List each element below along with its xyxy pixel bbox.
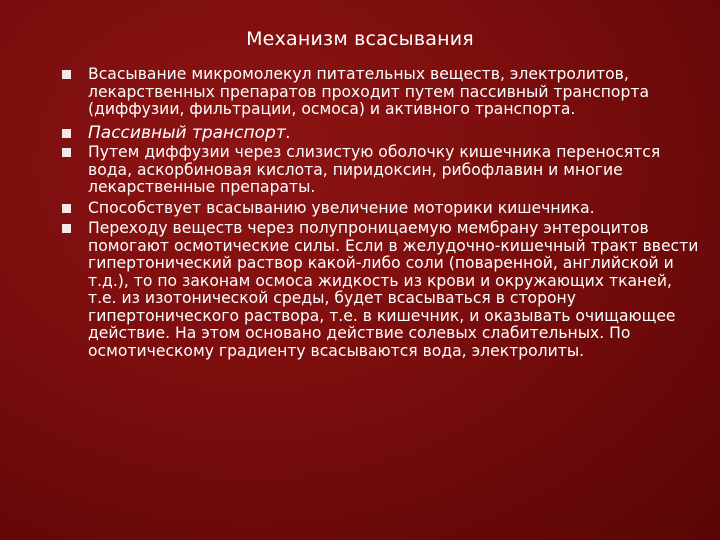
square-bullet-icon — [62, 70, 71, 79]
square-bullet-icon — [62, 148, 71, 157]
bullet-item — [60, 200, 700, 218]
bullet-list — [60, 66, 700, 360]
bullet-text: Способствует всасыванию увеличение моторики кишечника. — [88, 198, 595, 217]
bullet-text: Путем диффузии через слизистую оболочку кишечника переносятся вода, аскорбиновая кислота, пиридоксин, рибофлавин и многие лекарственные препараты. — [88, 143, 661, 196]
bullet-item — [60, 220, 700, 360]
bullet-item — [60, 122, 700, 143]
square-bullet-icon — [62, 224, 71, 233]
square-bullet-icon — [62, 129, 71, 138]
bullet-text: Переходу веществ через полупроницаемую мембрану энтероцитов помогают осмотические силы. Если в желудочно-кишечный тракт ввести гипертонический раствор какой-либо соли (поваренной, английской и т.д.), то по законам осмоса жидкость из крови и окружающих тканей, т.е. из изотонической среды, будет всасываться в сторону гипертонического раствора, т.е. в кишечник, и оказывать очищающее действие. На этом основано действие солевых слабительных. По осмотическому градиенту всасываются вода, электролиты. — [88, 219, 699, 360]
bullet-item — [60, 144, 700, 197]
bullet-text: Пассивный транспорт. — [88, 122, 292, 143]
slide-title: Механизм всасывания — [246, 28, 474, 50]
square-bullet-icon — [62, 204, 71, 213]
bullet-text: Всасывание микромолекул питательных веществ, электролитов, лекарственных препаратов проходит путем пассивный транспорта (диффузии, фильтрации, осмоса) и активного транспорта. — [88, 65, 650, 118]
bullet-item — [60, 66, 700, 119]
